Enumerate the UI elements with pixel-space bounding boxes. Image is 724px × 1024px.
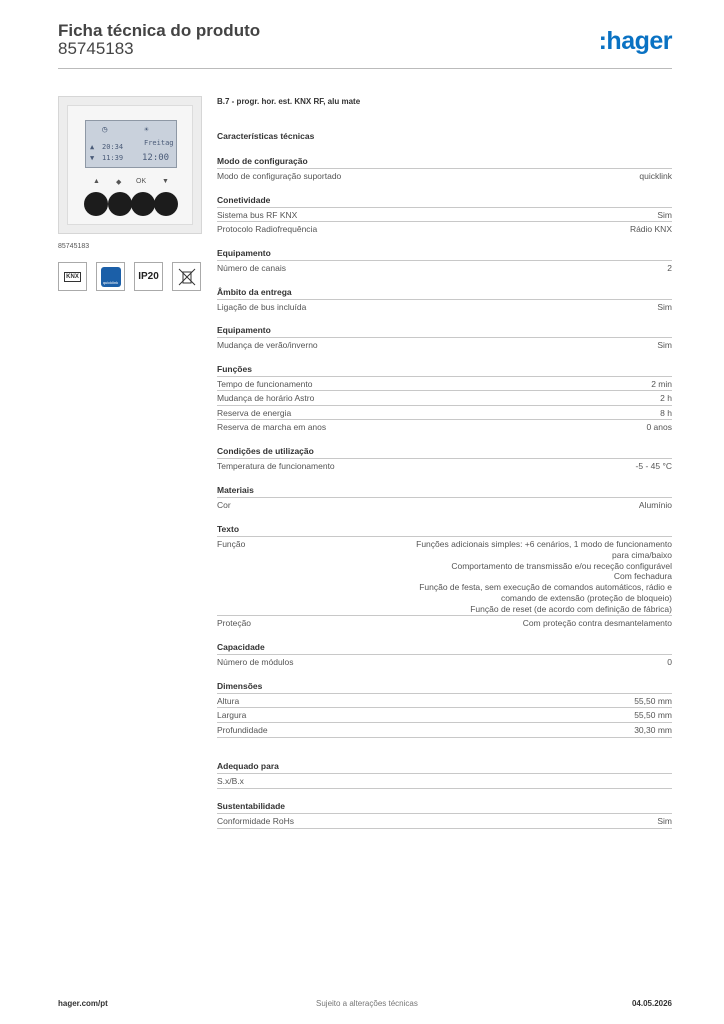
section-title: Condições de utilização xyxy=(217,446,314,456)
spec-row: Número de canais 2 xyxy=(217,260,672,275)
spec-row: Mudança de horário Astro 2 h xyxy=(217,390,672,405)
section-title: Capacidade xyxy=(217,642,265,652)
spec-row: Ligação de bus incluída Sim xyxy=(217,299,672,314)
spec-content xyxy=(217,97,672,826)
ip20-badge: IP20 xyxy=(134,262,163,291)
button-label-3: OK xyxy=(136,178,147,185)
function-values: Funções adicionais simples: +6 cenários, 1 modo de funcionamento para cima/baixo Comportamento de transmissão e/ou receção configurável Com fechadura Função de festa, sem execução de comandos automáticos, rádio e comando de extensão (proteção de bloqueio) Função de reset (de acordo com definição de fábrica) xyxy=(416,539,672,614)
section-title: Funções xyxy=(217,364,252,374)
weee-bin-icon xyxy=(172,262,201,291)
divider xyxy=(217,788,672,789)
lcd-time-3: 12:00 xyxy=(142,153,170,163)
device-button-1 xyxy=(84,192,108,216)
device-button-4 xyxy=(154,192,178,216)
main-heading: Características técnicas xyxy=(217,131,315,141)
footer-note: Sujeito a alterações técnicas xyxy=(316,999,418,1008)
section-title: Modo de configuração xyxy=(217,156,308,166)
spec-row: Temperatura de funcionamento -5 - 45 °C xyxy=(217,458,672,473)
quicklink-icon: quicklink xyxy=(101,267,121,287)
spec-row: Proteção Com proteção contra desmantelamento xyxy=(217,615,672,630)
section-title: Materiais xyxy=(217,485,254,495)
footer-website[interactable]: hager.com/pt xyxy=(58,999,108,1008)
spec-row: Cor Alumínio xyxy=(217,497,672,512)
spec-row: Modo de configuração suportado quicklink xyxy=(217,168,672,183)
spec-row: Tempo de funcionamento 2 min xyxy=(217,376,672,391)
clock-icon: ◷ xyxy=(102,125,108,135)
product-number: 85745183 xyxy=(58,39,134,58)
section-title: Equipamento xyxy=(217,325,271,335)
spec-row: Mudança de verão/inverno Sim xyxy=(217,337,672,352)
hager-logo: :hager xyxy=(598,27,672,55)
divider xyxy=(217,737,672,738)
crossed-bin-icon xyxy=(176,266,198,288)
spec-row: Altura 55,50 mm xyxy=(217,693,672,708)
spec-row: Largura 55,50 mm xyxy=(217,707,672,722)
section-title: Âmbito da entrega xyxy=(217,287,292,297)
lcd-time-2: 11:39 xyxy=(102,154,124,162)
lcd-display xyxy=(85,120,177,168)
lcd-time-1: 20:34 xyxy=(102,143,124,151)
product-image xyxy=(58,96,202,234)
device-button-2 xyxy=(108,192,132,216)
up-arrow-icon: ▲ xyxy=(90,143,95,151)
spec-row: Conformidade RoHs Sim xyxy=(217,813,672,828)
product-description: B.7 - progr. hor. est. KNX RF, alu mate xyxy=(217,97,361,106)
spec-row: S.x/B.x xyxy=(217,773,672,788)
section-title: Dimensões xyxy=(217,681,263,691)
quicklink-badge xyxy=(96,262,125,291)
knx-badge: KNX xyxy=(58,262,87,291)
device-button-3 xyxy=(131,192,155,216)
image-caption: 85745183 xyxy=(58,243,90,250)
lcd-day: Freitag xyxy=(144,139,174,147)
sun-icon: ☀ xyxy=(144,125,149,134)
spec-row: Sistema bus RF KNX Sim xyxy=(217,207,672,222)
footer-date: 04.05.2026 xyxy=(631,999,672,1008)
spec-row: Protocolo Radiofrequência Rádio KNX xyxy=(217,221,672,236)
spec-row: Profundidade 30,30 mm xyxy=(217,722,672,737)
header-divider xyxy=(58,68,672,69)
device-faceplate xyxy=(67,105,193,225)
section-title: Sustentabilidade xyxy=(217,801,286,811)
function-row: Função Funções adicionais simples: +6 cenários, 1 modo de funcionamento para cima/baixo Comportamento de transmissão e/ou receção configurável Com fechadura Função de festa, sem execução de comandos automáticos, rádio e comando de extensão (proteção de bloqueio) Função de reset (de acordo com definição de fábrica) xyxy=(217,536,672,614)
spec-row: Número de módulos 0 xyxy=(217,654,672,669)
down-arrow-icon: ▼ xyxy=(90,154,95,162)
section-title: Conetividade xyxy=(217,195,271,205)
button-label-4: ▼ xyxy=(162,178,169,185)
page-title: Ficha técnica do produto xyxy=(58,21,261,40)
divider xyxy=(217,828,672,829)
section-title: Adequado para xyxy=(217,761,279,771)
section-title: Texto xyxy=(217,524,240,534)
spec-row: Reserva de marcha em anos 0 anos xyxy=(217,419,672,434)
section-title: Equipamento xyxy=(217,248,271,258)
button-label-1: ▲ xyxy=(93,178,100,185)
spec-row: Reserva de energia 8 h xyxy=(217,405,672,420)
button-label-2: ◆ xyxy=(116,179,122,186)
